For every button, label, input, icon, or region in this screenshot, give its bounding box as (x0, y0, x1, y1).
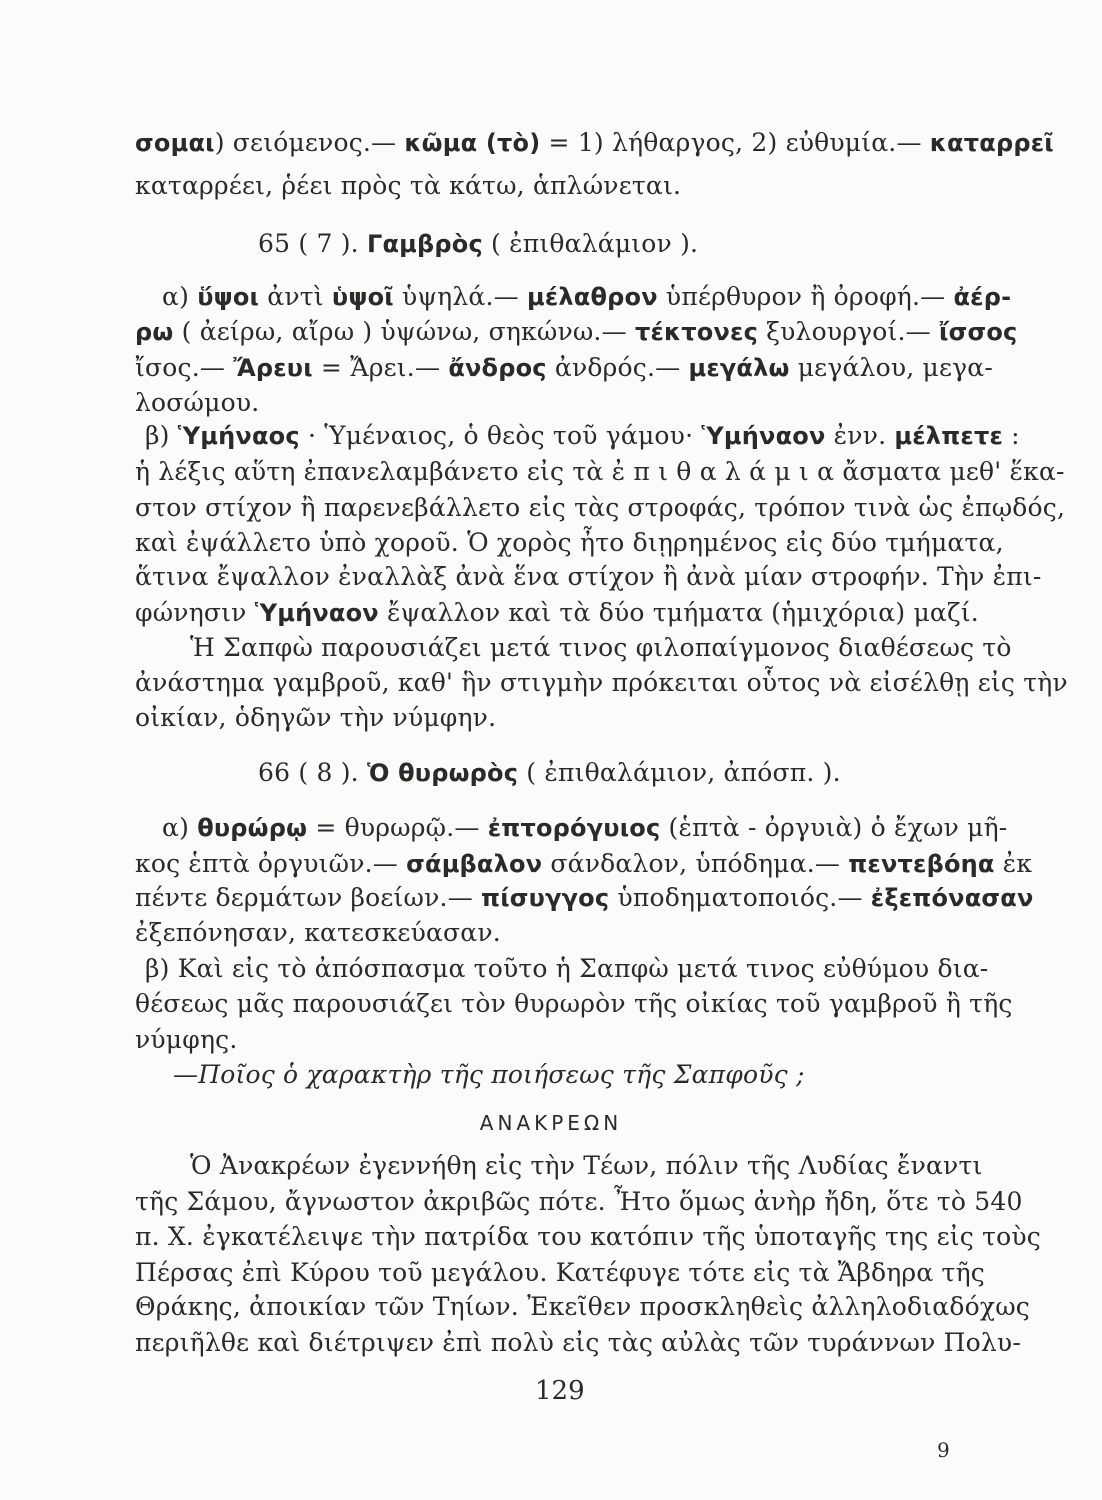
headword: ρω (135, 318, 174, 346)
text-line: π. Χ. ἐγκατέλειψε τὴν πατρίδα του κατόπιν τῆς ὑποταγῆς της εἰς τοὺς (135, 1222, 1041, 1251)
poem-title: Γαμβρὸς (366, 230, 483, 258)
text-line: ἐξεπόνησαν, κατεσκεύασαν. (135, 918, 501, 947)
text-line: β) Καὶ εἰς τὸ ἀπόσπασμα τοῦτο ἡ Σαπφὼ μετά τινος εὐθύμου δια- (145, 954, 989, 983)
poem-subtitle: ( ἐπιθαλάμιον, ἀπόσπ. ). (518, 758, 841, 787)
headword: Ἄρευι (233, 354, 313, 382)
text-line: τῆς Σάμου, ἄγνωστον ἀκριβῶς πότε. Ἦτο ὅμως ἀνὴρ ἤδη, ὅτε τὸ 540 (135, 1187, 1023, 1216)
text-line: ἅτινα ἔψαλλον ἐναλλὰξ ἀνὰ ἕνα στίχον ἢ ἀνὰ μίαν στροφήν. Τὴν ἐπι- (135, 562, 1042, 591)
poem-subtitle: ( ἐπιθαλάμιον ). (482, 229, 699, 258)
text-line: Ὁ Ἀνακρέων ἐγεννήθη εἰς τὴν Τέων, πόλιν τῆς Λυδίας ἔναντι (190, 1151, 983, 1180)
text-line: Ἡ Σαπφὼ παρουσιάζει μετά τινος φιλοπαίγμονος διαθέσεως τὸ (190, 633, 1012, 662)
gloss-text: = 1) λήθαργος, 2) εὐθυμία.— (540, 128, 930, 157)
signature-mark: 9 (937, 1438, 950, 1462)
page-number: 129 (535, 1376, 585, 1406)
headword: Ὑμήναον (701, 422, 826, 450)
text-line: λοσώμου. (135, 388, 260, 417)
text-line: θέσεως μᾶς παρουσιάζει τὸν θυρωρὸν τῆς οἰκίας τοῦ γαμβροῦ ἢ τῆς (135, 989, 1013, 1018)
text-line: ἀνάστημα γαμβροῦ, καθ' ἣν στιγμὴν πρόκειται οὗτος νὰ εἰσέλθῃ εἰς τὴν (135, 668, 1068, 697)
text-line: ρω ( ἀείρω, αἴρω ) ὑψώνω, σηκώνω.— τέκτονες ξυλουργοί.— ἴσσος (135, 317, 1018, 346)
section-heading: ΑΝΑΚΡΕΩΝ (479, 1111, 623, 1135)
text-line: στον στίχον ἢ παρενεβάλλετο εἰς τὰς στροφάς, τρόπον τινὰ ὡς ἐπῳδός, (135, 493, 1066, 522)
text-line: β) Ὑμήναος · Ὑμέναιος, ὁ θεὸς τοῦ γάμου· Ὑμήναον ἐνν. μέλπετε : (145, 421, 1020, 450)
poem-number: 65 ( 7 ). (258, 229, 367, 258)
text-line: ἴσος.— Ἄρευι = Ἄρει.— ἄνδρος ἀνδρός.— μεγάλω μεγάλου, μεγα- (135, 353, 994, 382)
headword: ἐξεπόνασαν (870, 884, 1034, 912)
text-line: νύμφης. (135, 1025, 238, 1054)
headword: τέκτονες (634, 318, 759, 346)
text-line: περιῆλθε καὶ διέτριψεν ἐπὶ πολὺ εἰς τὰς αὐλὰς τῶν τυράννων Πολυ- (135, 1328, 1021, 1357)
headword: πίσυγγος (481, 884, 610, 912)
poem-title: Ὁ θυρωρὸς (366, 759, 519, 787)
headword: ἀέρ- (953, 283, 1012, 311)
headword: ἄνδρος (448, 354, 547, 382)
text-line: ἡ λέξις αὕτη ἐπανελαμβάνετο εἰς τὰ ἐ π ι θ α λ ά μ ι α ἄσματα μεθ' ἕκα- (135, 457, 1065, 486)
headword: καταρρεῖ (929, 129, 1054, 157)
text-line (135, 170, 681, 202)
headword: ἐπτορόγυιος (487, 814, 661, 842)
poem-heading-65 (258, 228, 698, 260)
text-line: α) ὕψοι ἀντὶ ὑψοῖ ὑψηλά.— μέλαθρον ὑπέρθυρον ἢ ὀροφή.— ἀέρ- (162, 282, 1012, 311)
poem-number: 66 ( 8 ). (258, 758, 367, 787)
headword: σομαι (135, 129, 215, 157)
headword: κῶμα (τὸ) (404, 129, 541, 157)
gloss-text: ) σειόμενος.— (214, 128, 405, 157)
headword: σάμβαλον (406, 850, 543, 878)
headword: μέλαθρον (526, 283, 658, 311)
text-line: Πέρσας ἐπὶ Κύρου τοῦ μεγάλου. Κατέφυγε τότε εἰς τὰ Ἄβδηρα τῆς (135, 1258, 985, 1287)
headword: πεντεβόηα (848, 850, 995, 878)
headword: θυρώρῳ (197, 814, 308, 842)
text-line: κος ἑπτὰ ὀργυιῶν.— σάμβαλον σάνδαλον, ὑπόδημα.— πεντεβόηα ἐκ (135, 849, 1033, 878)
study-question: —Ποῖος ὁ χαρακτὴρ τῆς ποιήσεως τῆς Σαπφοῦς ; (173, 1060, 805, 1089)
text-line: πέντε δερμάτων βοείων.— πίσυγγος ὑποδηματοποιός.— ἐξεπόνασαν (135, 883, 1034, 912)
headword: ὕψοι (197, 283, 260, 311)
text-line: α) θυρώρῳ = θυρωρῷ.— ἐπτορόγυιος (ἑπτὰ - ὀργυιὰ) ὁ ἔχων μῆ- (162, 813, 1008, 842)
headword: ἴσσος (939, 318, 1018, 346)
text-line: Θράκης, ἀποικίαν τῶν Τηίων. Ἐκεῖθεν προσκληθεὶς ἀλληλοδιαδόχως (135, 1292, 1031, 1321)
text-line: φώνησιν Ὑμήναον ἔψαλλον καὶ τὰ δύο τμήματα (ἡμιχόρια) μαζί. (135, 598, 979, 627)
headword: Ὑμήναος (177, 422, 300, 450)
text-line (135, 127, 1054, 159)
poem-heading-66 (258, 757, 841, 789)
headword: μέλπετε (894, 422, 1004, 450)
headword: μεγάλω (688, 354, 790, 382)
text-line: οἰκίαν, ὁδηγῶν τὴν νύμφην. (135, 703, 497, 732)
gloss-text: καταρρέει, ῥέει πρὸς τὰ κάτω, ἁπλώνεται. (135, 171, 682, 200)
headword: Ὑμήναον (254, 599, 379, 627)
text-line: καὶ ἐψάλλετο ὑπὸ χοροῦ. Ὁ χορὸς ἦτο διῃρημένος εἰς δύο τμήματα, (135, 528, 1004, 557)
headword: ὑψοῖ (331, 283, 394, 311)
